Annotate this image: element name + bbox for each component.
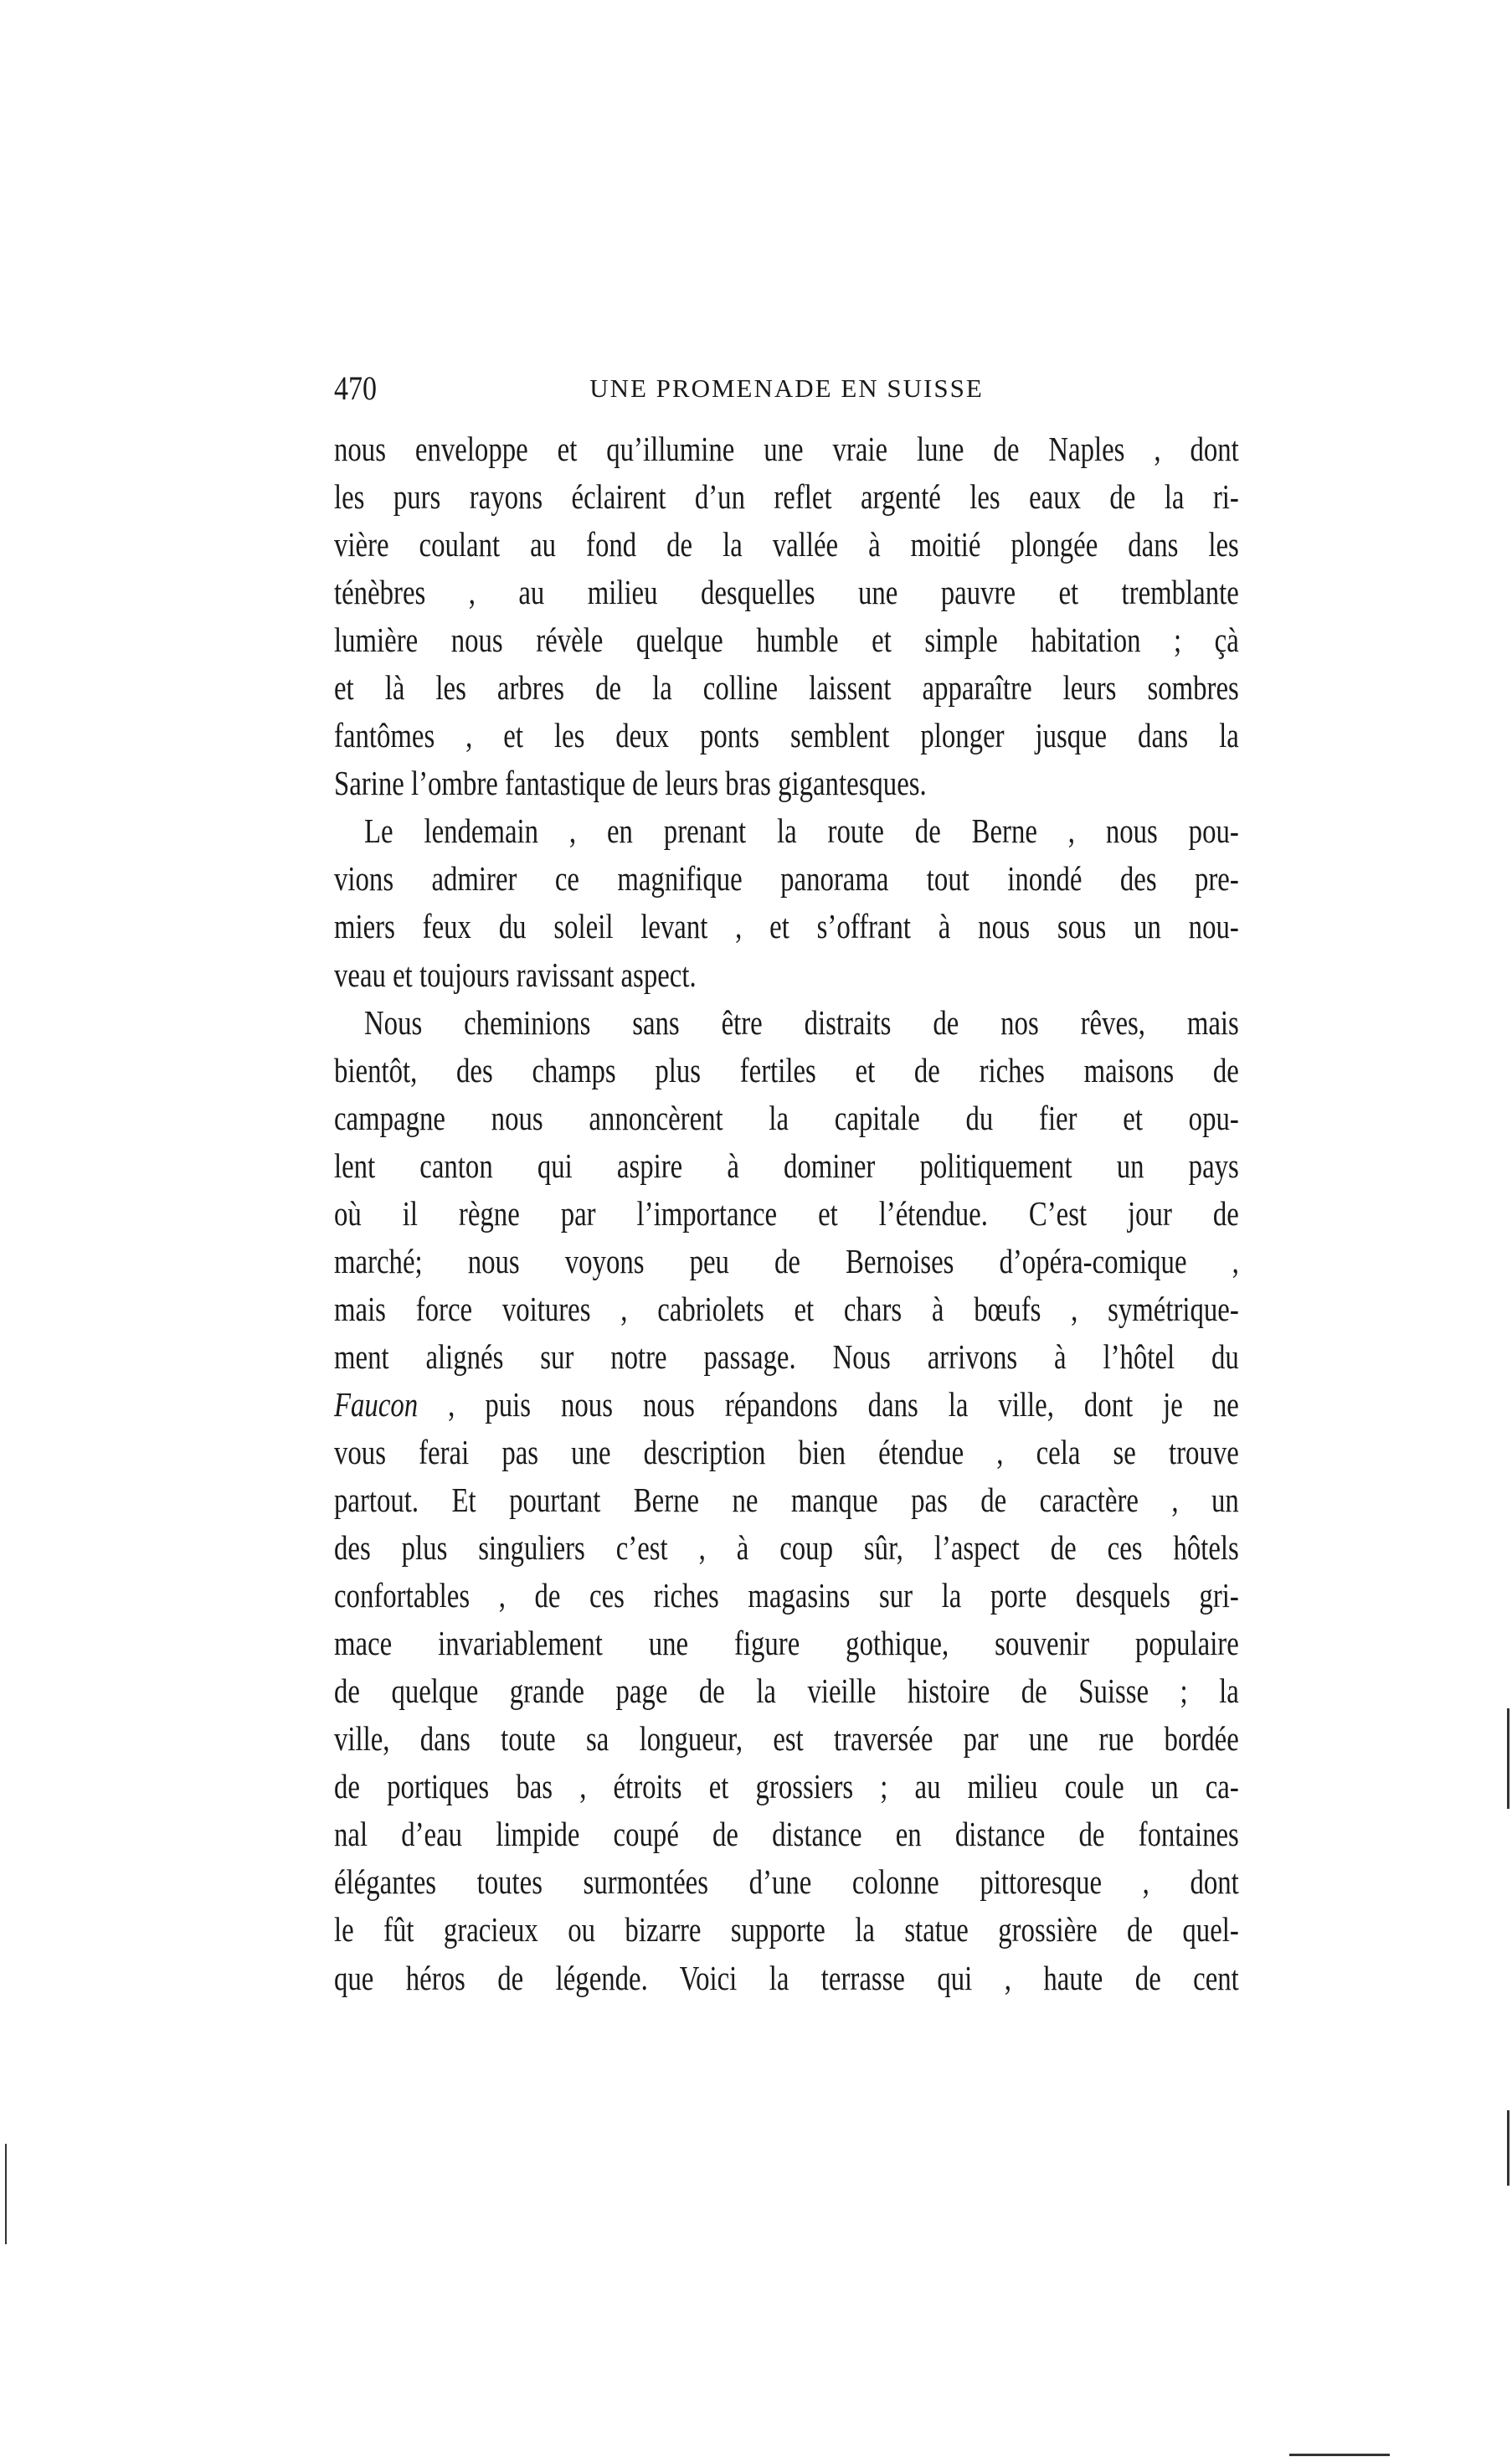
text-line — [334, 1667, 1239, 1715]
line-text: vière coulant au fond de la vallée à moitié plongée dans les — [334, 525, 1239, 564]
line-text: des plus singuliers c’est , à coup sûr, l’aspect de ces hôtels — [334, 1528, 1239, 1568]
scan-edge-mark — [1507, 1708, 1509, 1809]
line-text: nal d’eau limpide coupé de distance en distance de fontaines — [334, 1815, 1239, 1854]
text-line — [334, 1524, 1239, 1572]
line-text: élégantes toutes surmontées d’une colonne pittoresque , dont — [334, 1862, 1239, 1902]
scan-edge-mark — [5, 2144, 7, 2244]
line-text: vions admirer ce magnifique panorama tout inondé des pre- — [334, 859, 1239, 899]
line-text: fantômes , et les deux ponts semblent plonger jusque dans la — [334, 716, 1239, 755]
line-text: de quelque grande page de la vieille histoire de Suisse ; la — [334, 1671, 1239, 1711]
text-line — [334, 1190, 1239, 1238]
scan-edge-mark — [1507, 2110, 1509, 2186]
text-line — [334, 664, 1239, 712]
line-text: Le lendemain , en prenant la route de Berne , nous pou- — [364, 811, 1239, 851]
text-line — [334, 760, 1239, 807]
text-line — [334, 951, 1239, 999]
text-line — [334, 1047, 1239, 1095]
line-text: ment alignés sur notre passage. Nous arrivons à l’hôtel du — [334, 1337, 1239, 1376]
line-text: vous ferai pas une description bien étendue , cela se trouve — [334, 1432, 1239, 1471]
text-line — [334, 1095, 1239, 1142]
text-line — [334, 425, 1239, 473]
text-line — [334, 1955, 1239, 2002]
line-text: marché; nous voyons peu de Bernoises d’opéra-comique , — [334, 1241, 1239, 1280]
line-text: mace invariablement une figure gothique, souvenir populaire — [334, 1624, 1239, 1663]
line-text: de portiques bas , étroits et grossiers ; au milieu coule un ca- — [334, 1767, 1239, 1806]
line-text: Sarine l’ombre fantastique de leurs bras gigantesques. — [334, 764, 927, 803]
line-text: campagne nous annoncèrent la capitale du fier et opu- — [334, 1098, 1239, 1137]
text-line — [334, 569, 1239, 616]
text-line — [334, 807, 1239, 855]
line-text: partout. Et pourtant Berne ne manque pas de caractère , un — [334, 1481, 1239, 1520]
text-line — [334, 473, 1239, 521]
text-line — [334, 1238, 1239, 1285]
text-line — [334, 1333, 1239, 1381]
text-line — [334, 1763, 1239, 1810]
page-number: 470 — [334, 369, 377, 407]
line-text: ténèbres , au milieu desquelles une pauvre et tremblante — [334, 573, 1239, 612]
line-text: ville, dans toute sa longueur, est traversée par une rue bordée — [334, 1719, 1239, 1759]
line-text: que héros de légende. Voici la terrasse qui , haute de cent — [334, 1958, 1239, 1997]
line-text: bientôt, des champs plus fertiles et de riches maisons de — [334, 1050, 1239, 1089]
page-body-text — [334, 425, 1239, 2002]
line-text: où il règne par l’importance et l’étendue. C’est jour de — [334, 1193, 1239, 1233]
running-header — [334, 368, 1239, 410]
text-line — [334, 1476, 1239, 1524]
text-line — [334, 1142, 1239, 1190]
line-text: mais force voitures , cabriolets et chars à bœufs , symétrique- — [334, 1289, 1239, 1328]
text-line — [334, 1810, 1239, 1858]
scan-edge-mark — [1289, 2454, 1390, 2456]
line-text: confortables , de ces riches magasins sur la porte desquels gri- — [334, 1576, 1239, 1615]
text-line — [334, 1429, 1239, 1476]
text-line — [334, 616, 1239, 664]
text-line — [334, 1858, 1239, 1906]
line-text: , puis nous nous répandons dans la ville, dont je ne — [418, 1384, 1239, 1424]
text-line — [334, 1620, 1239, 1667]
text-line — [334, 1285, 1239, 1333]
text-line — [334, 521, 1239, 569]
text-line — [334, 903, 1239, 950]
text-line — [334, 999, 1239, 1047]
text-line — [334, 1381, 1239, 1429]
line-text: et là les arbres de la colline laissent apparaître leurs sombres — [334, 668, 1239, 708]
text-line — [334, 855, 1239, 903]
italic-text: Faucon — [334, 1384, 419, 1424]
line-text: le fût gracieux ou bizarre supporte la statue grossière de quel- — [334, 1910, 1239, 1950]
text-line — [334, 1715, 1239, 1763]
line-text: veau et toujours ravissant aspect. — [334, 955, 697, 994]
text-line — [334, 1572, 1239, 1620]
line-text: lent canton qui aspire à dominer politiquement un pays — [334, 1146, 1239, 1185]
text-line — [334, 712, 1239, 760]
line-text: nous enveloppe et qu’illumine une vraie lune de Naples , dont — [334, 430, 1239, 468]
line-text: les purs rayons éclairent d’un reflet argenté les eaux de la ri- — [334, 477, 1239, 517]
text-line — [334, 1906, 1239, 1954]
line-text: Nous cheminions sans être distraits de nos rêves, mais — [364, 1002, 1239, 1042]
running-title: UNE PROMENADE EN SUISSE — [589, 373, 984, 403]
line-text: lumière nous révèle quelque humble et simple habitation ; çà — [334, 621, 1239, 660]
line-text: miers feux du soleil levant , et s’offrant à nous sous un nou- — [334, 907, 1239, 946]
